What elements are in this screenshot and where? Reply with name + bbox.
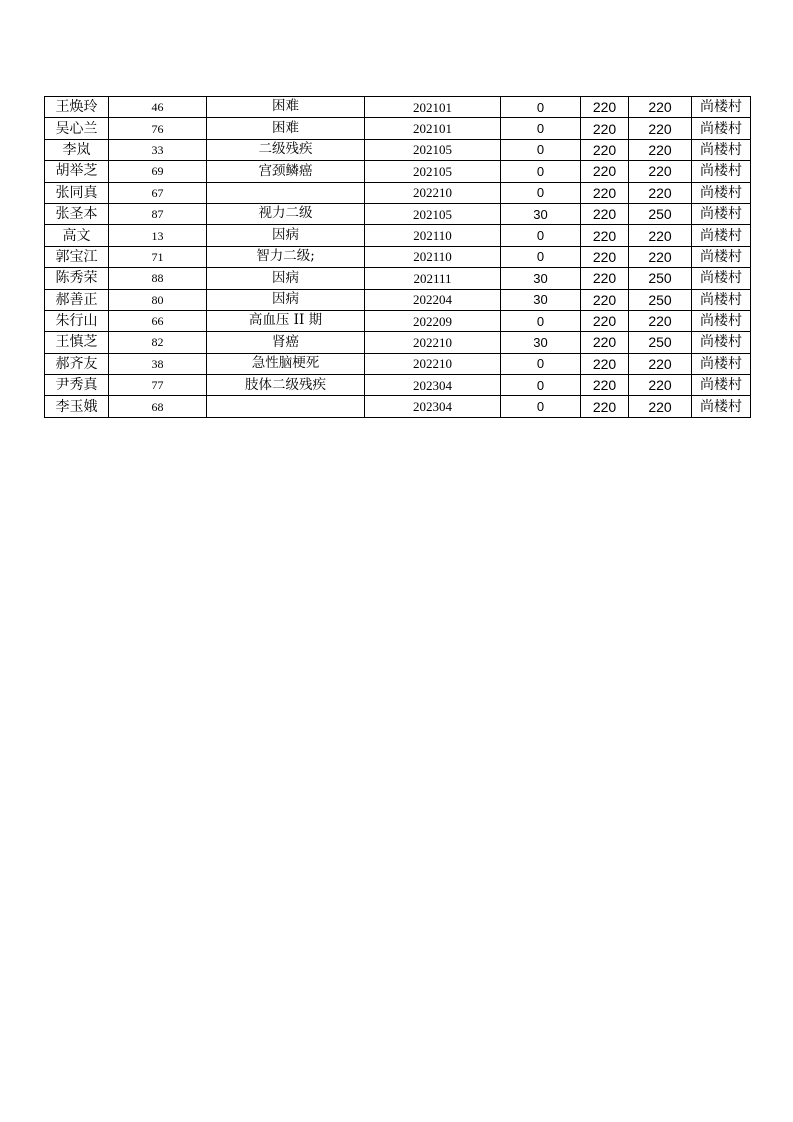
base-amount-cell: 220 (581, 203, 629, 224)
start-date-cell: 202101 (365, 97, 501, 118)
condition-cell (207, 182, 365, 203)
name-cell: 张同真 (45, 182, 109, 203)
total-amount-cell: 220 (629, 225, 692, 246)
age-cell: 88 (109, 268, 207, 289)
table-row (45, 225, 751, 246)
condition-cell: 困难 (207, 97, 365, 118)
table-row (45, 161, 751, 182)
name-cell: 胡举芝 (45, 161, 109, 182)
age-cell: 87 (109, 203, 207, 224)
extra-amount-cell: 30 (501, 332, 581, 353)
table-row (45, 139, 751, 160)
total-amount-cell: 220 (629, 161, 692, 182)
start-date-cell: 202101 (365, 118, 501, 139)
base-amount-cell: 220 (581, 396, 629, 417)
name-cell: 尹秀真 (45, 375, 109, 396)
extra-amount-cell: 0 (501, 182, 581, 203)
start-date-cell: 202209 (365, 310, 501, 331)
age-cell: 82 (109, 332, 207, 353)
village-cell: 尚楼村 (692, 139, 751, 160)
age-cell: 77 (109, 375, 207, 396)
table-row (45, 310, 751, 331)
age-cell: 46 (109, 97, 207, 118)
total-amount-cell: 220 (629, 375, 692, 396)
age-cell: 38 (109, 353, 207, 374)
name-cell: 郝善正 (45, 289, 109, 310)
start-date-cell: 202210 (365, 332, 501, 353)
start-date-cell: 202304 (365, 375, 501, 396)
start-date-cell: 202204 (365, 289, 501, 310)
village-cell: 尚楼村 (692, 310, 751, 331)
extra-amount-cell: 30 (501, 203, 581, 224)
name-cell: 王焕玲 (45, 97, 109, 118)
age-cell: 67 (109, 182, 207, 203)
condition-cell: 因病 (207, 289, 365, 310)
village-cell: 尚楼村 (692, 353, 751, 374)
condition-cell: 困难 (207, 118, 365, 139)
start-date-cell: 202210 (365, 353, 501, 374)
condition-cell: 高血压 II 期 (207, 310, 365, 331)
start-date-cell: 202105 (365, 161, 501, 182)
condition-cell: 宫颈鳞癌 (207, 161, 365, 182)
extra-amount-cell: 0 (501, 97, 581, 118)
base-amount-cell: 220 (581, 161, 629, 182)
start-date-cell: 202105 (365, 139, 501, 160)
name-cell: 王慎芝 (45, 332, 109, 353)
total-amount-cell: 220 (629, 310, 692, 331)
name-cell: 李岚 (45, 139, 109, 160)
village-cell: 尚楼村 (692, 118, 751, 139)
table-row (45, 246, 751, 267)
condition-cell: 因病 (207, 225, 365, 246)
name-cell: 张圣本 (45, 203, 109, 224)
extra-amount-cell: 0 (501, 246, 581, 267)
start-date-cell: 202110 (365, 225, 501, 246)
total-amount-cell: 250 (629, 332, 692, 353)
age-cell: 13 (109, 225, 207, 246)
extra-amount-cell: 0 (501, 118, 581, 139)
condition-cell: 二级残疾 (207, 139, 365, 160)
condition-cell: 肢体二级残疾 (207, 375, 365, 396)
village-cell: 尚楼村 (692, 182, 751, 203)
name-cell: 吴心兰 (45, 118, 109, 139)
base-amount-cell: 220 (581, 139, 629, 160)
extra-amount-cell: 0 (501, 375, 581, 396)
table-row (45, 396, 751, 417)
base-amount-cell: 220 (581, 268, 629, 289)
village-cell: 尚楼村 (692, 203, 751, 224)
total-amount-cell: 220 (629, 246, 692, 267)
table-row (45, 289, 751, 310)
extra-amount-cell: 30 (501, 289, 581, 310)
name-cell: 李玉娥 (45, 396, 109, 417)
base-amount-cell: 220 (581, 246, 629, 267)
condition-cell: 肾癌 (207, 332, 365, 353)
age-cell: 33 (109, 139, 207, 160)
table-row (45, 203, 751, 224)
village-cell: 尚楼村 (692, 332, 751, 353)
total-amount-cell: 220 (629, 396, 692, 417)
total-amount-cell: 250 (629, 203, 692, 224)
document-page (44, 96, 751, 418)
age-cell: 68 (109, 396, 207, 417)
name-cell: 郝齐友 (45, 353, 109, 374)
name-cell: 朱行山 (45, 310, 109, 331)
roster-table (44, 96, 751, 418)
table-row (45, 268, 751, 289)
base-amount-cell: 220 (581, 353, 629, 374)
total-amount-cell: 220 (629, 118, 692, 139)
village-cell: 尚楼村 (692, 225, 751, 246)
base-amount-cell: 220 (581, 182, 629, 203)
table-row (45, 353, 751, 374)
total-amount-cell: 250 (629, 268, 692, 289)
base-amount-cell: 220 (581, 332, 629, 353)
village-cell: 尚楼村 (692, 396, 751, 417)
condition-cell (207, 396, 365, 417)
total-amount-cell: 220 (629, 139, 692, 160)
name-cell: 郭宝江 (45, 246, 109, 267)
base-amount-cell: 220 (581, 310, 629, 331)
age-cell: 76 (109, 118, 207, 139)
base-amount-cell: 220 (581, 375, 629, 396)
age-cell: 66 (109, 310, 207, 331)
extra-amount-cell: 0 (501, 396, 581, 417)
start-date-cell: 202304 (365, 396, 501, 417)
start-date-cell: 202210 (365, 182, 501, 203)
extra-amount-cell: 0 (501, 225, 581, 246)
base-amount-cell: 220 (581, 225, 629, 246)
name-cell: 陈秀荣 (45, 268, 109, 289)
base-amount-cell: 220 (581, 118, 629, 139)
table-row (45, 332, 751, 353)
total-amount-cell: 220 (629, 353, 692, 374)
village-cell: 尚楼村 (692, 161, 751, 182)
start-date-cell: 202111 (365, 268, 501, 289)
name-cell: 高文 (45, 225, 109, 246)
start-date-cell: 202110 (365, 246, 501, 267)
table-row (45, 182, 751, 203)
extra-amount-cell: 0 (501, 161, 581, 182)
condition-cell: 因病 (207, 268, 365, 289)
age-cell: 80 (109, 289, 207, 310)
total-amount-cell: 250 (629, 289, 692, 310)
total-amount-cell: 220 (629, 182, 692, 203)
village-cell: 尚楼村 (692, 97, 751, 118)
village-cell: 尚楼村 (692, 289, 751, 310)
total-amount-cell: 220 (629, 97, 692, 118)
age-cell: 71 (109, 246, 207, 267)
table-row (45, 97, 751, 118)
extra-amount-cell: 0 (501, 139, 581, 160)
village-cell: 尚楼村 (692, 246, 751, 267)
extra-amount-cell: 0 (501, 310, 581, 331)
condition-cell: 智力二级; (207, 246, 365, 267)
village-cell: 尚楼村 (692, 268, 751, 289)
table-row (45, 118, 751, 139)
roster-body (45, 97, 751, 418)
start-date-cell: 202105 (365, 203, 501, 224)
table-row (45, 375, 751, 396)
base-amount-cell: 220 (581, 97, 629, 118)
extra-amount-cell: 30 (501, 268, 581, 289)
village-cell: 尚楼村 (692, 375, 751, 396)
condition-cell: 视力二级 (207, 203, 365, 224)
extra-amount-cell: 0 (501, 353, 581, 374)
base-amount-cell: 220 (581, 289, 629, 310)
age-cell: 69 (109, 161, 207, 182)
condition-cell: 急性脑梗死 (207, 353, 365, 374)
